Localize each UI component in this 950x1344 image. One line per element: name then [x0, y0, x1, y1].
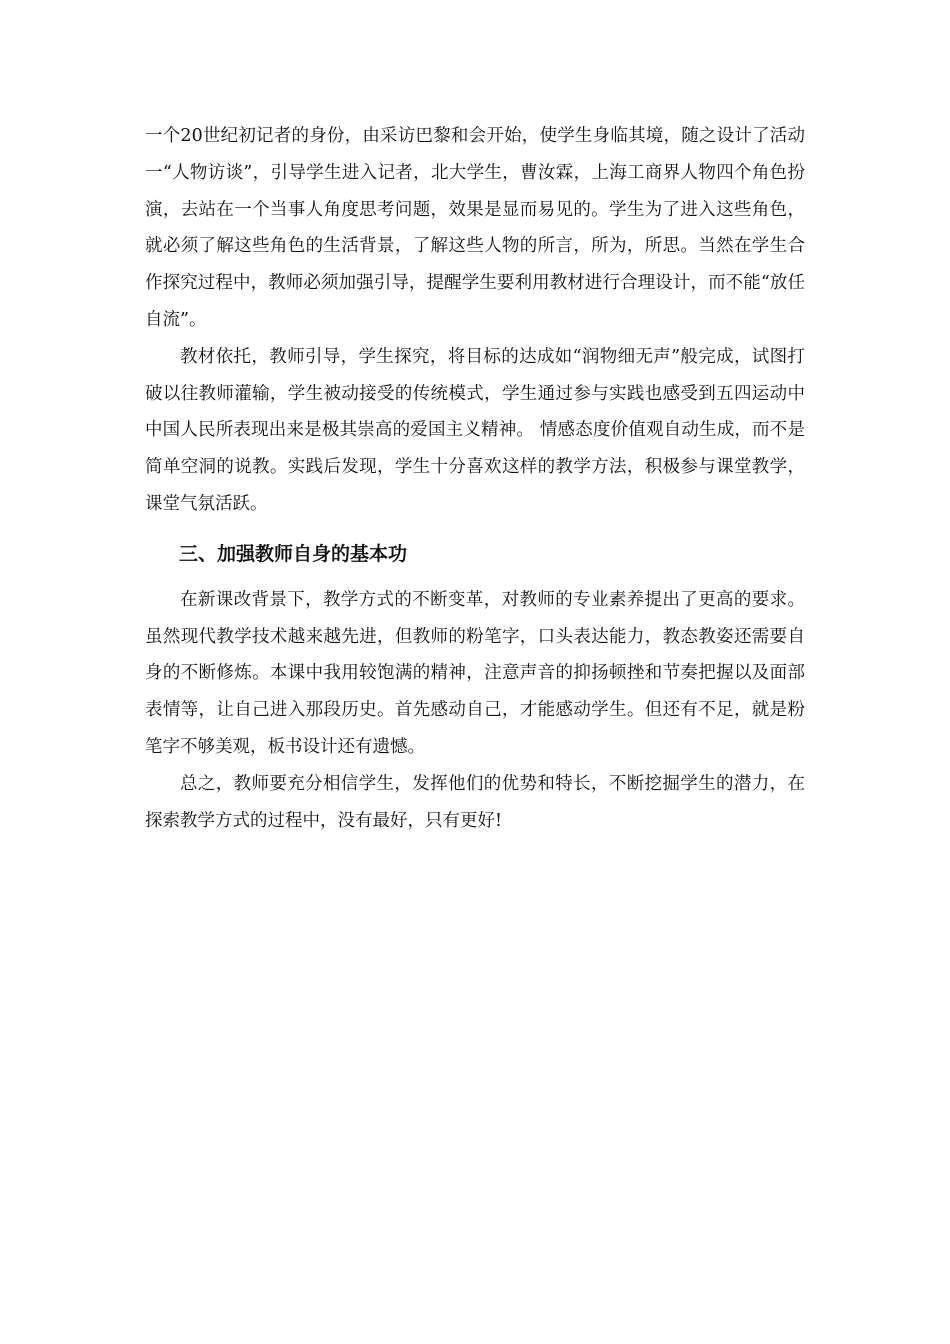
paragraph-conclusion: 总之，教师要充分相信学生，发挥他们的优势和特长，不断挖掘学生的潜力，在探索教学方式的过程中，没有最好，只有更好! — [145, 773, 805, 831]
document-body — [145, 118, 805, 839]
paragraph-continued-role-play: 一个20世纪初记者的身份，由采访巴黎和会开始，使学生身临其境，随之设计了活动一“人物访谈”，引导学生进入记者，北大学生，曹汝霖，上海工商界人物四个角色扮演，去站在一个当事人角度思考问题，效果是显而易见的。学生为了进入这些角色，就必须了解这些角色的生活背景，了解这些人物的所言，所为，所思。当然在学生合作探究过程中，教师必须加强引导，提醒学生要利用教材进行合理设计，而不能“放任自流”。 — [145, 126, 805, 330]
paragraph-new-curriculum: 在新课改背景下，教学方式的不断变革，对教师的专业素养提出了更高的要求。虽然现代教学技术越来越先进，但教师的粉笔字，口头表达能力，教态教姿还需要自身的不断修炼。本课中我用较饱满的精神，注意声音的抑扬顿挫和节奏把握以及面部表情等，让自己进入那段历史。首先感动自己，才能感动学生。但还有不足，就是粉笔字不够美观，板书设计还有遗憾。 — [145, 589, 805, 757]
section-heading-teacher-skills: 三、加强教师自身的基本功 — [179, 542, 408, 565]
paragraph-teaching-materials: 教材依托，教师引导，学生探究，将目标的达成如“润物细无声”般完成，试图打破以往教师灌输，学生被动接受的传统模式，学生通过参与实践也感受到五四运动中中国人民所表现出来是极其崇高的爱国主义精神。 情感态度价值观自动生成，而不是简单空洞的说教。实践后发现，学生十分喜欢这样的教学方法，积极参与课堂教学，课堂气氛活跃。 — [145, 346, 805, 514]
